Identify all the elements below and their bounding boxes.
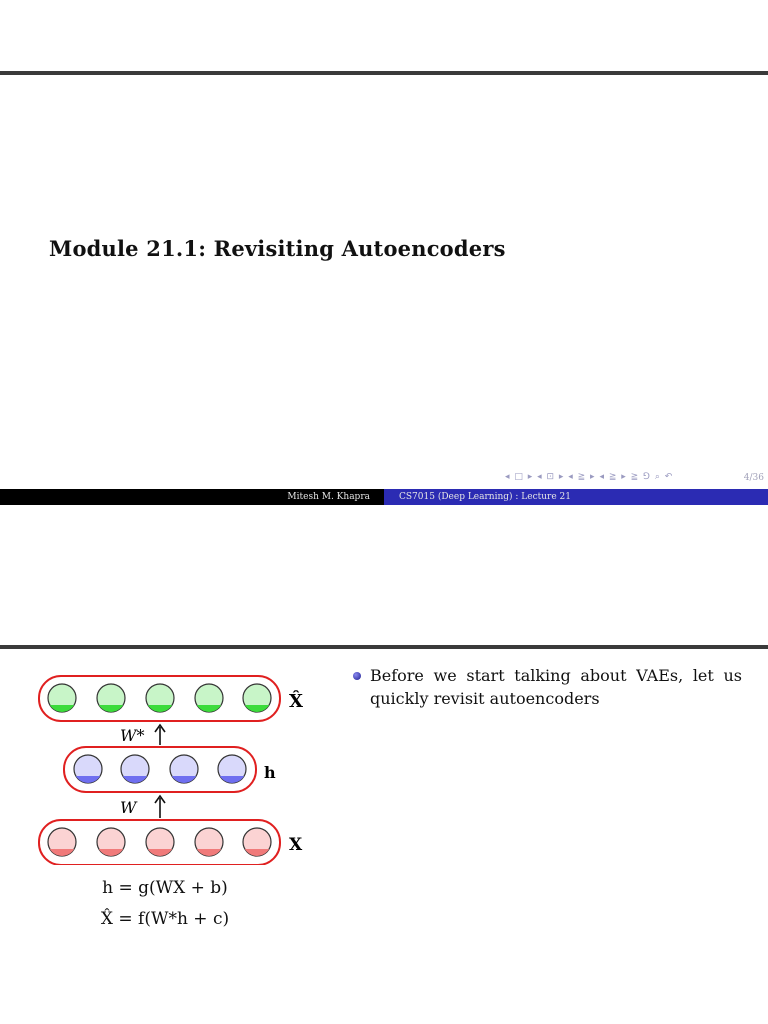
footer-author: Mitesh M. Khapra — [0, 489, 384, 505]
hidden-neuron — [218, 755, 246, 784]
decoder-weight-arrow — [120, 725, 165, 745]
top-rule — [0, 71, 768, 75]
output-neuron — [97, 684, 125, 713]
slide-number: 4/36 — [743, 473, 764, 483]
output-neuron — [195, 684, 223, 713]
hidden-neuron — [170, 755, 198, 784]
decoder-equation: X̂ = f(W*h + c) — [100, 909, 230, 929]
encoder-weight-arrow — [120, 796, 165, 818]
footer-course: CS7015 (Deep Learning) : Lecture 21 — [384, 489, 768, 505]
input-neuron — [146, 828, 174, 857]
input-layer-label: X — [289, 835, 303, 855]
footer-bar — [0, 489, 768, 505]
bullet-text: Before we start talking about VAEs, let us quickly revisit autoencoders — [370, 666, 742, 708]
bullet-list — [352, 664, 742, 710]
beamer-navigation[interactable] — [505, 470, 768, 488]
hidden-layer — [64, 747, 276, 792]
encoder-weight-label: W — [120, 798, 137, 817]
bullet-icon — [353, 672, 361, 680]
nav-symbols-icon[interactable]: ◂ □ ▸ ◂ ⊡ ▸ ◂ ≧ ▸ ◂ ≧ ▸ ≧ ⅁ ⌕ ↶ — [505, 472, 674, 482]
output-neuron — [48, 684, 76, 713]
input-neuron — [97, 828, 125, 857]
hidden-neuron — [74, 755, 102, 784]
input-neuron — [48, 828, 76, 857]
input-neuron — [195, 828, 223, 857]
hidden-neuron — [121, 755, 149, 784]
autoencoder-diagram — [0, 655, 340, 869]
output-neuron — [243, 684, 271, 713]
decoder-weight-label: W* — [120, 726, 145, 745]
hidden-layer-label: h — [264, 763, 276, 782]
encoder-equation: h = g(WX + b) — [102, 878, 228, 898]
input-layer — [39, 820, 303, 865]
input-neuron — [243, 828, 271, 857]
output-neuron — [146, 684, 174, 713]
output-layer — [39, 676, 303, 721]
top-rule-slide2 — [0, 645, 768, 649]
output-layer-label: X̂ — [289, 691, 303, 712]
bullet-item — [352, 664, 742, 710]
slide-title: Module 21.1: Revisiting Autoencoders — [49, 236, 506, 261]
